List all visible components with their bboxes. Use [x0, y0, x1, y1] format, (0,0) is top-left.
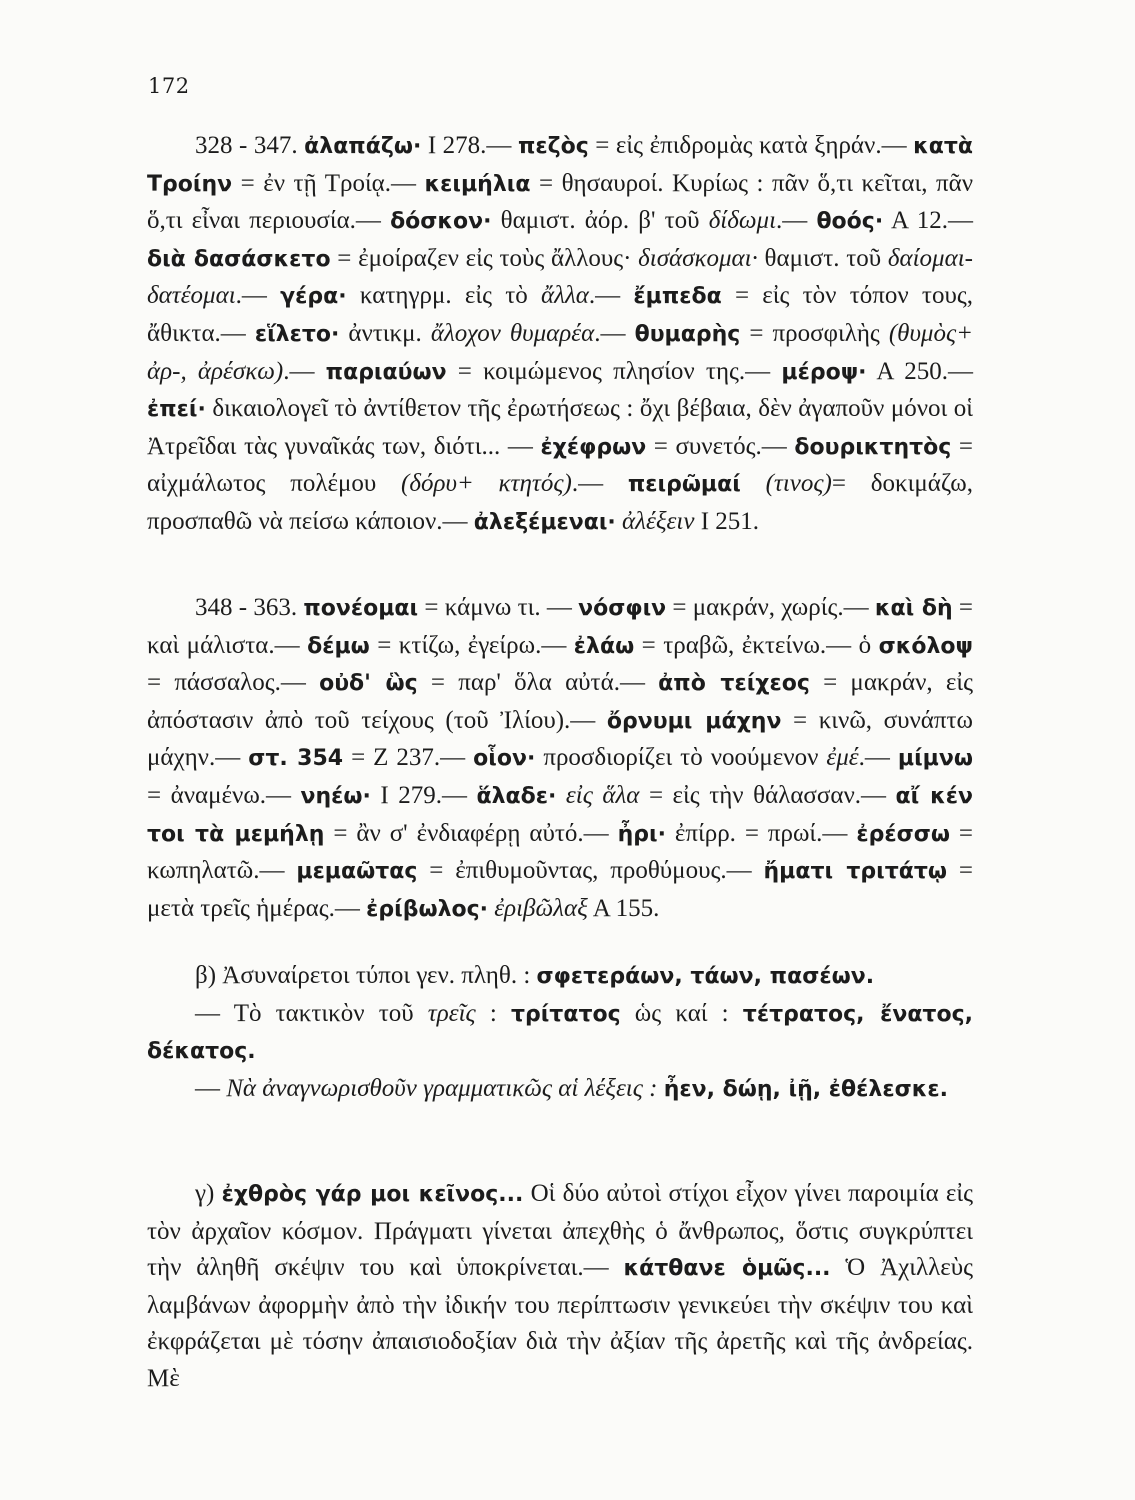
text-run: = ἐμοίραζεν εἰς τοὺς ἄλλους· — [330, 244, 639, 272]
headword: πεζὸς — [517, 134, 589, 159]
text-run: Ὁ Ἀχιλλεὺς λαμβάνων ἀφορμὴν ἀπὸ τὴν ἰδικήν του περίπτωσιν γενικεύει τὴν σκέψιν του καὶ ἐκφράζεται μὲ τόσην ἀπαισιοδοξίαν διὰ τὴν ἀξίαν τῆς ἀρετῆς καὶ τῆς ἀνδρείας. Μὲ — [147, 1254, 973, 1392]
commentary-section-348-363 — [147, 590, 973, 928]
text-run: : — [475, 999, 511, 1027]
headword: εἵλετο· — [254, 321, 340, 347]
headword: πειρῶμαί — [627, 472, 741, 498]
italic-term: ἀλέξειν — [622, 507, 695, 535]
grammar-notes-section — [147, 958, 973, 1108]
headword: ἦρι· — [617, 821, 666, 847]
headword: σφετεράων, τάων, πασέων. — [536, 964, 875, 989]
headword: μίμνω — [897, 746, 973, 772]
text-run: = προσφιλὴς — [740, 319, 889, 347]
text-run: = ἐν τῇ Τροίᾳ.— — [232, 169, 425, 197]
text-run: = ἀναμένω.— — [147, 781, 301, 809]
headword: ἅλαδε· — [476, 783, 557, 809]
italic-term: ἐμέ — [826, 744, 859, 772]
commentary-section-328-347 — [147, 128, 973, 542]
text-run: = Ζ 237.— — [343, 744, 474, 772]
headword: ἐχέφρων — [540, 434, 647, 460]
page-number: 172 — [148, 74, 190, 98]
text-run — [741, 470, 766, 497]
headword: μεμαῶτας — [296, 859, 418, 885]
headword: ἦεν, δώῃ, ἰῇ, ἐθέλεσκε. — [663, 1076, 948, 1102]
grammar-note-ordinal — [147, 996, 973, 1071]
text-run: = μετὰ τρεῖς ἡμέρας.— — [147, 857, 974, 922]
text-run: = θησαυροί. Κυρίως : πᾶν ὅ,τι κεῖται, πᾶν ὅ,τι εἶναι περιουσία.— — [147, 169, 974, 235]
headword: παριαύων — [325, 359, 447, 385]
text-run: Ι 251. — [694, 507, 760, 535]
headword: θυμαρὴς — [634, 321, 741, 347]
text-run: Οἱ δύο αὐτοὶ στίχοι εἶχον γίνει παροιμία εἰς τὸν ἀρχαῖον κόσμον. Πράγματι γίνεται ἀπεχθὴς ὁ ἄνθρωπος, ὅστις συγκρύπτει τὴν ἀληθῆ σκέψιν του καὶ ὑποκρίνεται.— — [147, 1180, 974, 1282]
italic-term: ἐριβῶλαξ — [494, 894, 588, 922]
text-run: θαμιστ. ἀόρ. β' τοῦ — [491, 207, 709, 235]
text-run: ὡς καί : — [620, 999, 743, 1027]
headword: πονέομαι — [303, 596, 419, 621]
italic-term: (τινος) — [765, 470, 832, 498]
commentary-paragraph — [147, 590, 973, 928]
text-run: = καὶ μάλιστα.— — [147, 594, 973, 659]
italic-term: τρεῖς — [427, 999, 476, 1027]
headword: τρίτατος — [510, 1001, 621, 1027]
text-run: δικαιολογεῖ τὸ ἀντίθετον τῆς ἐρωτήσεως : ὄχι βέβαια, δὲν ἀγαποῦν μόνοι οἱ Ἀτρεῖδαι τὰς γυναῖκάς των, διότι... — — [147, 395, 973, 460]
text-run: β) Ἀσυναίρετοι τύποι γεν. πληθ. : — [195, 962, 537, 989]
text-run: 328 - 347. — [195, 132, 305, 159]
text-run: = μακράν, εἰς ἀπόστασιν ἀπὸ τοῦ τείχους (τοῦ Ἰλίου).— — [147, 669, 973, 734]
italic-term: ἄλλα — [541, 282, 589, 310]
headword: νηέω· — [300, 783, 371, 809]
text-run: ἐπίρρ. = πρωί.— — [665, 819, 857, 847]
headword: ἤματι τριτάτῳ — [763, 859, 948, 885]
grammar-note-identify — [147, 1071, 973, 1109]
italic-term: εἰς ἅλα — [565, 781, 640, 809]
italic-term: Νὰ ἀναγνωρισθοῦν γραμματικῶς αἱ λέξεις : — [226, 1074, 658, 1102]
italic-term: (δόρυ+ κτητός) — [401, 470, 572, 498]
text-run: = εἰς ἐπιδρομὰς κατὰ ξηράν.— — [588, 132, 914, 159]
text-run: = κωπηλατῶ.— — [147, 819, 973, 885]
text-run: 348 - 363. — [195, 594, 304, 621]
headword: δουρικτητὸς — [794, 434, 952, 460]
headword: ἔμπεδα — [633, 284, 722, 310]
text-run: .— — [594, 319, 635, 347]
headword: καὶ δὴ — [874, 596, 953, 621]
headword: ἐρίβωλος· — [366, 896, 489, 922]
text-run: κατηγρμ. εἰς τὸ — [346, 282, 541, 310]
text-run: .— — [571, 470, 628, 498]
text-run: .— — [235, 282, 281, 310]
text-run: .— — [776, 207, 817, 235]
text-run: Ι 279.— — [370, 781, 477, 809]
headword: δέμω — [307, 633, 370, 659]
text-run: = κτίζω, ἐγείρω.— — [369, 631, 574, 659]
text-run: = εἰς τὸν τόπον τους, ἄθικτα.— — [147, 282, 973, 347]
headword: σκόλοψ — [878, 633, 973, 659]
italic-term: δαίομαι-δατέομαι — [147, 244, 973, 310]
headword: γέρα· — [280, 284, 347, 310]
text-run: Α 250.— — [866, 357, 973, 385]
commentary-paragraph — [147, 128, 973, 542]
text-run: ἀντικμ. — [339, 319, 431, 347]
headword: νόσφιν — [578, 596, 667, 621]
headword: κειμήλια — [424, 171, 531, 197]
headword: ὄρνυμι μάχην — [606, 708, 782, 734]
headword: θοός· — [816, 209, 884, 235]
headword: αἴ κέν τοι τὰ μεμήλῃ — [147, 783, 973, 847]
headword: ἐχθρὸς γάρ μοι κεῖνος... — [221, 1182, 524, 1207]
text-run: = δοκιμάζω, προσπαθῶ νὰ πείσω κάποιον.— — [147, 470, 973, 535]
text-run: = κάμνω τι. — — [418, 594, 579, 621]
headword: κατὰ Τροίην — [147, 134, 974, 197]
interpretation-section — [147, 1176, 973, 1398]
text-run: = κινῶ, συνάπτω μάχην.— — [147, 706, 973, 772]
text-run: = τραβῶ, ἐκτείνω.— ὁ — [634, 631, 879, 659]
text-run: .— — [858, 744, 898, 772]
headword: τέτρατος, ἔνατος, δέκατος. — [147, 1001, 973, 1065]
italic-term: δισάσκομαι· — [638, 244, 758, 272]
text-run: = μακράν, χωρίς.— — [666, 594, 875, 621]
text-run: = ἐπιθυμοῦντας, προθύμους.— — [417, 857, 764, 885]
text-run — [556, 782, 566, 809]
headword: ἐρέσσω — [856, 821, 950, 847]
headword: κάτθανε ὁμῶς... — [623, 1256, 831, 1282]
text-run: = κοιμώμενος πλησίον της.— — [446, 357, 782, 385]
text-run: = παρ' ὅλα αὐτά.— — [417, 669, 659, 697]
text-run: θαμιστ. τοῦ — [757, 244, 888, 272]
headword: ἀλαπάζω· — [304, 134, 422, 159]
text-run: προσδιορίζει τὸ νοούμενον — [535, 744, 827, 772]
text-run: = ἂν σ' ἐνδιαφέρῃ αὐτό.— — [324, 819, 618, 847]
headword: διὰ δασάσκετο — [147, 246, 331, 272]
headword: δόσκον· — [390, 209, 492, 235]
italic-term: (θυμὸς+ ἀρ-, ἀρέσκω) — [147, 319, 973, 385]
headword: ἀπὸ τείχεος — [658, 671, 810, 697]
headword: ἐπεί· — [147, 397, 206, 423]
text-run: Ι 278.— — [421, 132, 518, 159]
headword: στ. 354 — [248, 746, 344, 772]
headword: μέροψ· — [781, 359, 867, 385]
text-run: Α 155. — [587, 894, 660, 922]
headword: οἷον· — [473, 746, 536, 772]
text-run: γ) — [195, 1180, 222, 1207]
text-run: = εἰς τὴν θάλασσαν.— — [639, 781, 896, 809]
text-run: — — [195, 1074, 227, 1102]
italic-term: ἄλοχον θυμαρέα — [430, 319, 595, 347]
text-run: .— — [588, 282, 634, 310]
headword: οὐδ' ὣς — [319, 671, 418, 697]
grammar-note-uncontracted — [147, 958, 973, 996]
italic-term: δίδωμι — [708, 207, 777, 235]
text-run: = αἰχμάλωτος πολέμου — [147, 432, 973, 498]
text-run: — Τὸ τακτικὸν τοῦ — [195, 999, 428, 1027]
text-run: Α 12.— — [883, 207, 974, 235]
headword: ἐλάω — [573, 633, 635, 659]
interpretation-paragraph — [147, 1176, 973, 1398]
headword: ἀλεξέμεναι· — [473, 509, 616, 535]
text-run: = συνετός.— — [646, 432, 795, 460]
text-run: = πάσσαλος.— — [147, 669, 320, 697]
text-run: .— — [283, 357, 326, 385]
